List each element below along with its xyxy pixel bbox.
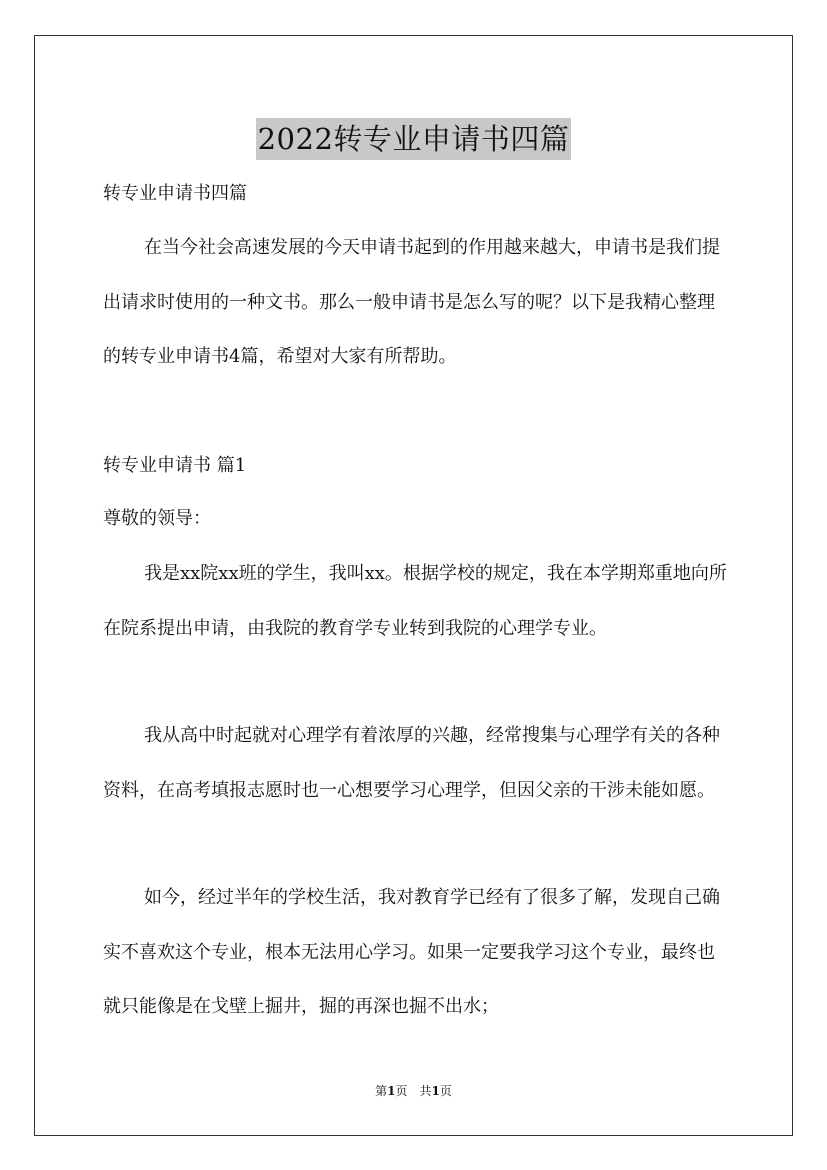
title-container bbox=[0, 99, 827, 180]
body-paragraph-2: 我从高中时起就对心理学有着浓厚的兴趣，经常搜集与心理学有关的各种资料，在高考填报志愿时也一心想要学习心理学，但因父亲的干涉未能如愿。 bbox=[103, 725, 720, 801]
footer-page-mid: 页 共 bbox=[395, 1084, 432, 1098]
salutation: 尊敬的领导： bbox=[103, 508, 211, 529]
footer-page-total: 1 bbox=[431, 1084, 440, 1098]
body-paragraph-1: 我是xx院xx班的学生，我叫xx。根据学校的规定，我在本学期郑重地向所在院系提出申请，由我院的教育学专业转到我院的心理学专业。 bbox=[103, 563, 727, 639]
footer-page-suffix: 页 bbox=[439, 1084, 452, 1098]
page-footer bbox=[0, 1083, 827, 1099]
intro-paragraph: 在当今社会高速发展的今天申请书起到的作用越来越大，申请书是我们提出请求时使用的一种文书。那么一般申请书是怎么写的呢？以下是我精心整理的转专业申请书4篇，希望对大家有所帮助。 bbox=[103, 237, 720, 367]
body-paragraph-3: 如今，经过半年的学校生活，我对教育学已经有了很多了解，发现自己确实不喜欢这个专业，根本无法用心学习。如果一定要我学习这个专业，最终也就只能像是在戈壁上掘井，掘的再深也掘不出水； bbox=[103, 887, 720, 1017]
footer-page-current: 1 bbox=[387, 1084, 396, 1098]
document-title: 2022转专业申请书四篇 bbox=[256, 118, 572, 160]
section-heading: 转专业申请书 篇1 bbox=[103, 455, 247, 476]
footer-page-prefix: 第 bbox=[375, 1084, 388, 1098]
document-subtitle: 转专业申请书四篇 bbox=[103, 183, 247, 204]
